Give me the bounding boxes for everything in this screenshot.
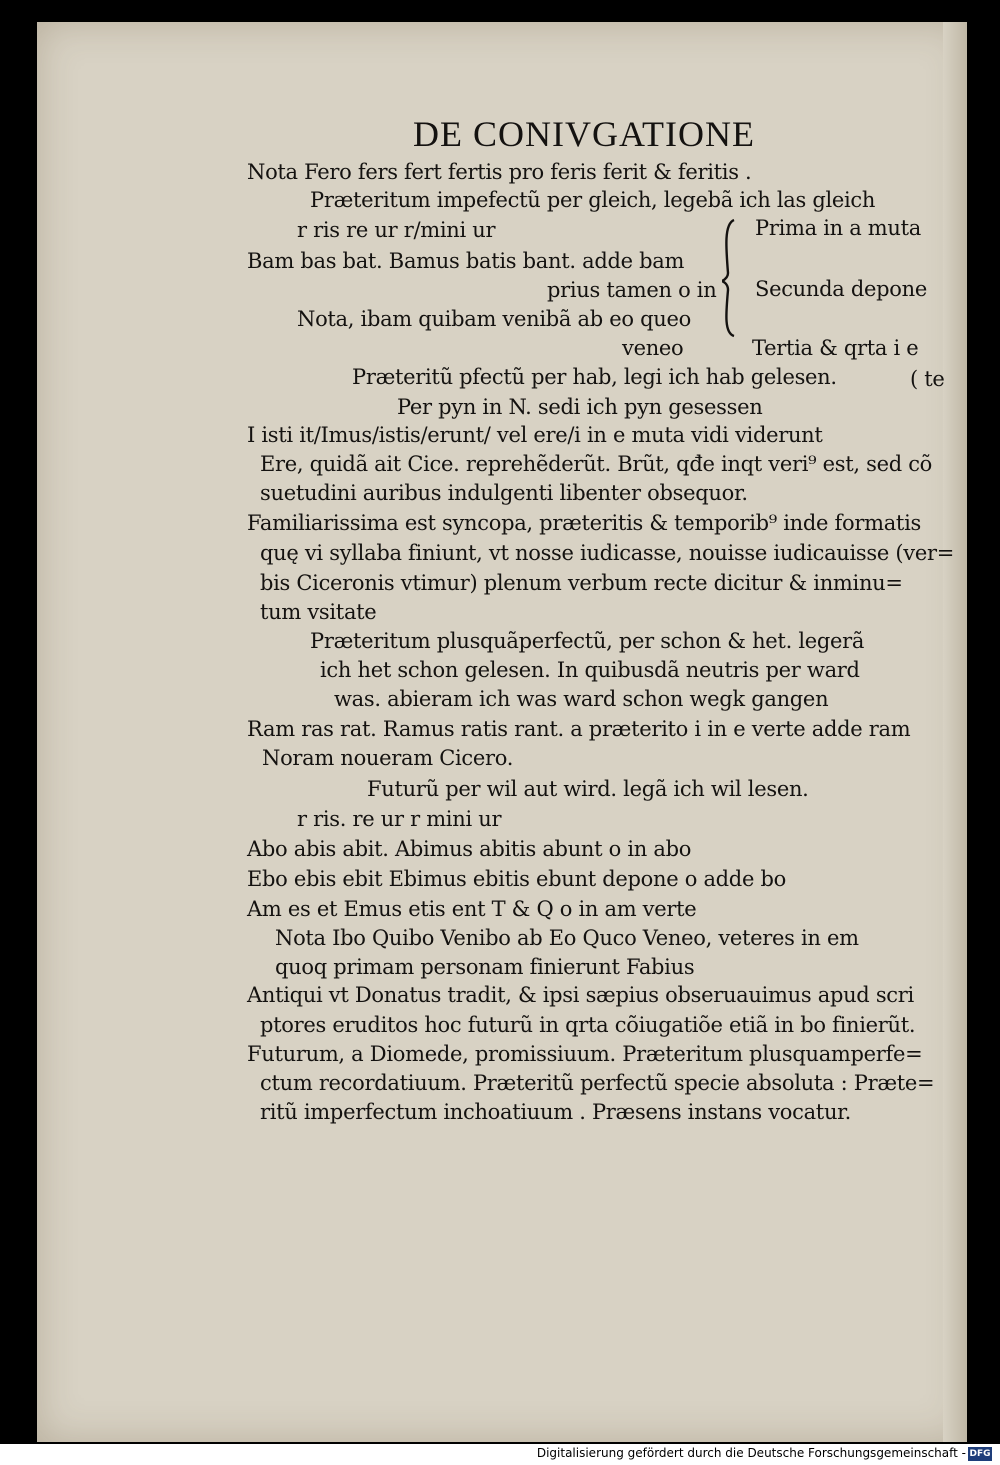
text-line: ptores eruditos hoc futurũ in qrta cõiugatiõe etiã in bo finierũt. <box>260 1013 916 1037</box>
text-line: Ram ras rat. Ramus ratis rant. a præterito i in e verte adde ram <box>247 717 911 741</box>
text-line: ctum recordatiuum. Præteritũ perfectũ specie absoluta : Præte= <box>260 1071 935 1095</box>
text-line: Antiqui vt Donatus tradit, & ipsi sæpius obseruauimus apud scri <box>247 983 914 1007</box>
text-line: Nota Fero fers fert fertis pro feris ferit & feritis . <box>247 160 752 184</box>
text-line: Bam bas bat. Bamus batis bant. adde bam <box>247 249 685 273</box>
text-line: bis Ciceronis vtimur) plenum verbum recte dicitur & inminu= <box>260 571 903 595</box>
text-line: Futurũ per wil aut wird. legã ich wil lesen. <box>367 777 809 801</box>
text-line: Abo abis abit. Abimus abitis abunt o in abo <box>247 837 692 861</box>
text-line: Præteritum impefectũ per gleich, legebã ich las gleich <box>310 188 876 212</box>
text-line: Prima in a muta <box>755 216 922 240</box>
page-title: DE CONIVGATIONE <box>413 114 755 154</box>
text-line: Per pyn in N. sedi ich pyn gesessen <box>397 395 763 419</box>
text-line: ritũ imperfectum inchoatiuum . Præsens instans vocatur. <box>260 1100 851 1124</box>
text-line: Secunda depone <box>755 277 927 301</box>
text-line: r ris. re ur r mini ur <box>297 807 502 831</box>
text-line: tum vsitate <box>260 600 377 624</box>
text-line: quę vi syllaba finiunt, vt nosse iudicasse, nouisse iudicauisse (ver= <box>260 541 955 565</box>
text-line: veneo <box>622 336 684 360</box>
text-line: Ere, quidã ait Cice. reprehẽderũt. Brũt, qđe inqt veri⁹ est, sed cõ <box>260 452 933 476</box>
text-line: Nota, ibam quibam venibã ab eo queo <box>297 307 691 331</box>
footer-credit: Digitalisierung gefördert durch die Deutsche Forschungsgemeinschaft - <box>536 1446 966 1460</box>
text-line: prius tamen o in <box>547 278 717 302</box>
text-line: ( te <box>910 367 945 391</box>
dfg-logo: DFG <box>969 1449 991 1459</box>
text-line: Ebo ebis ebit Ebimus ebitis ebunt depone o adde bo <box>247 867 786 891</box>
text-line: r ris re ur r/mini ur <box>297 218 496 242</box>
text-line: quoq primam personam finierunt Fabius <box>275 955 695 979</box>
text-line: Am es et Emus etis ent T & Q o in am verte <box>247 897 697 921</box>
text-line: ich het schon gelesen. In quibusdã neutris per ward <box>320 658 860 682</box>
text-line: suetudini auribus indulgenti libenter obsequor. <box>260 481 748 505</box>
text-line: Futurum, a Diomede, promissiuum. Præteritum plusquamperfe= <box>247 1042 923 1066</box>
text-line: Præteritũ pfectũ per hab, legi ich hab gelesen. <box>352 365 837 389</box>
text-line: Noram noueram Cicero. <box>262 746 514 770</box>
brace-decoration <box>722 218 736 338</box>
text-line: Præteritum plusquãperfectũ, per schon & het. legerã <box>310 629 865 653</box>
text-line: I isti it/Imus/istis/erunt/ vel ere/i in e muta vidi viderunt <box>247 423 823 447</box>
text-line: Nota Ibo Quibo Venibo ab Eo Quco Veneo, veteres in em <box>275 926 859 950</box>
text-line: was. abieram ich was ward schon wegk gangen <box>334 687 829 711</box>
text-line: Tertia & qrta i e <box>752 336 919 360</box>
page-edge <box>943 22 967 1442</box>
text-line: Familiarissima est syncopa, præteritis & temporib⁹ inde formatis <box>247 511 921 535</box>
